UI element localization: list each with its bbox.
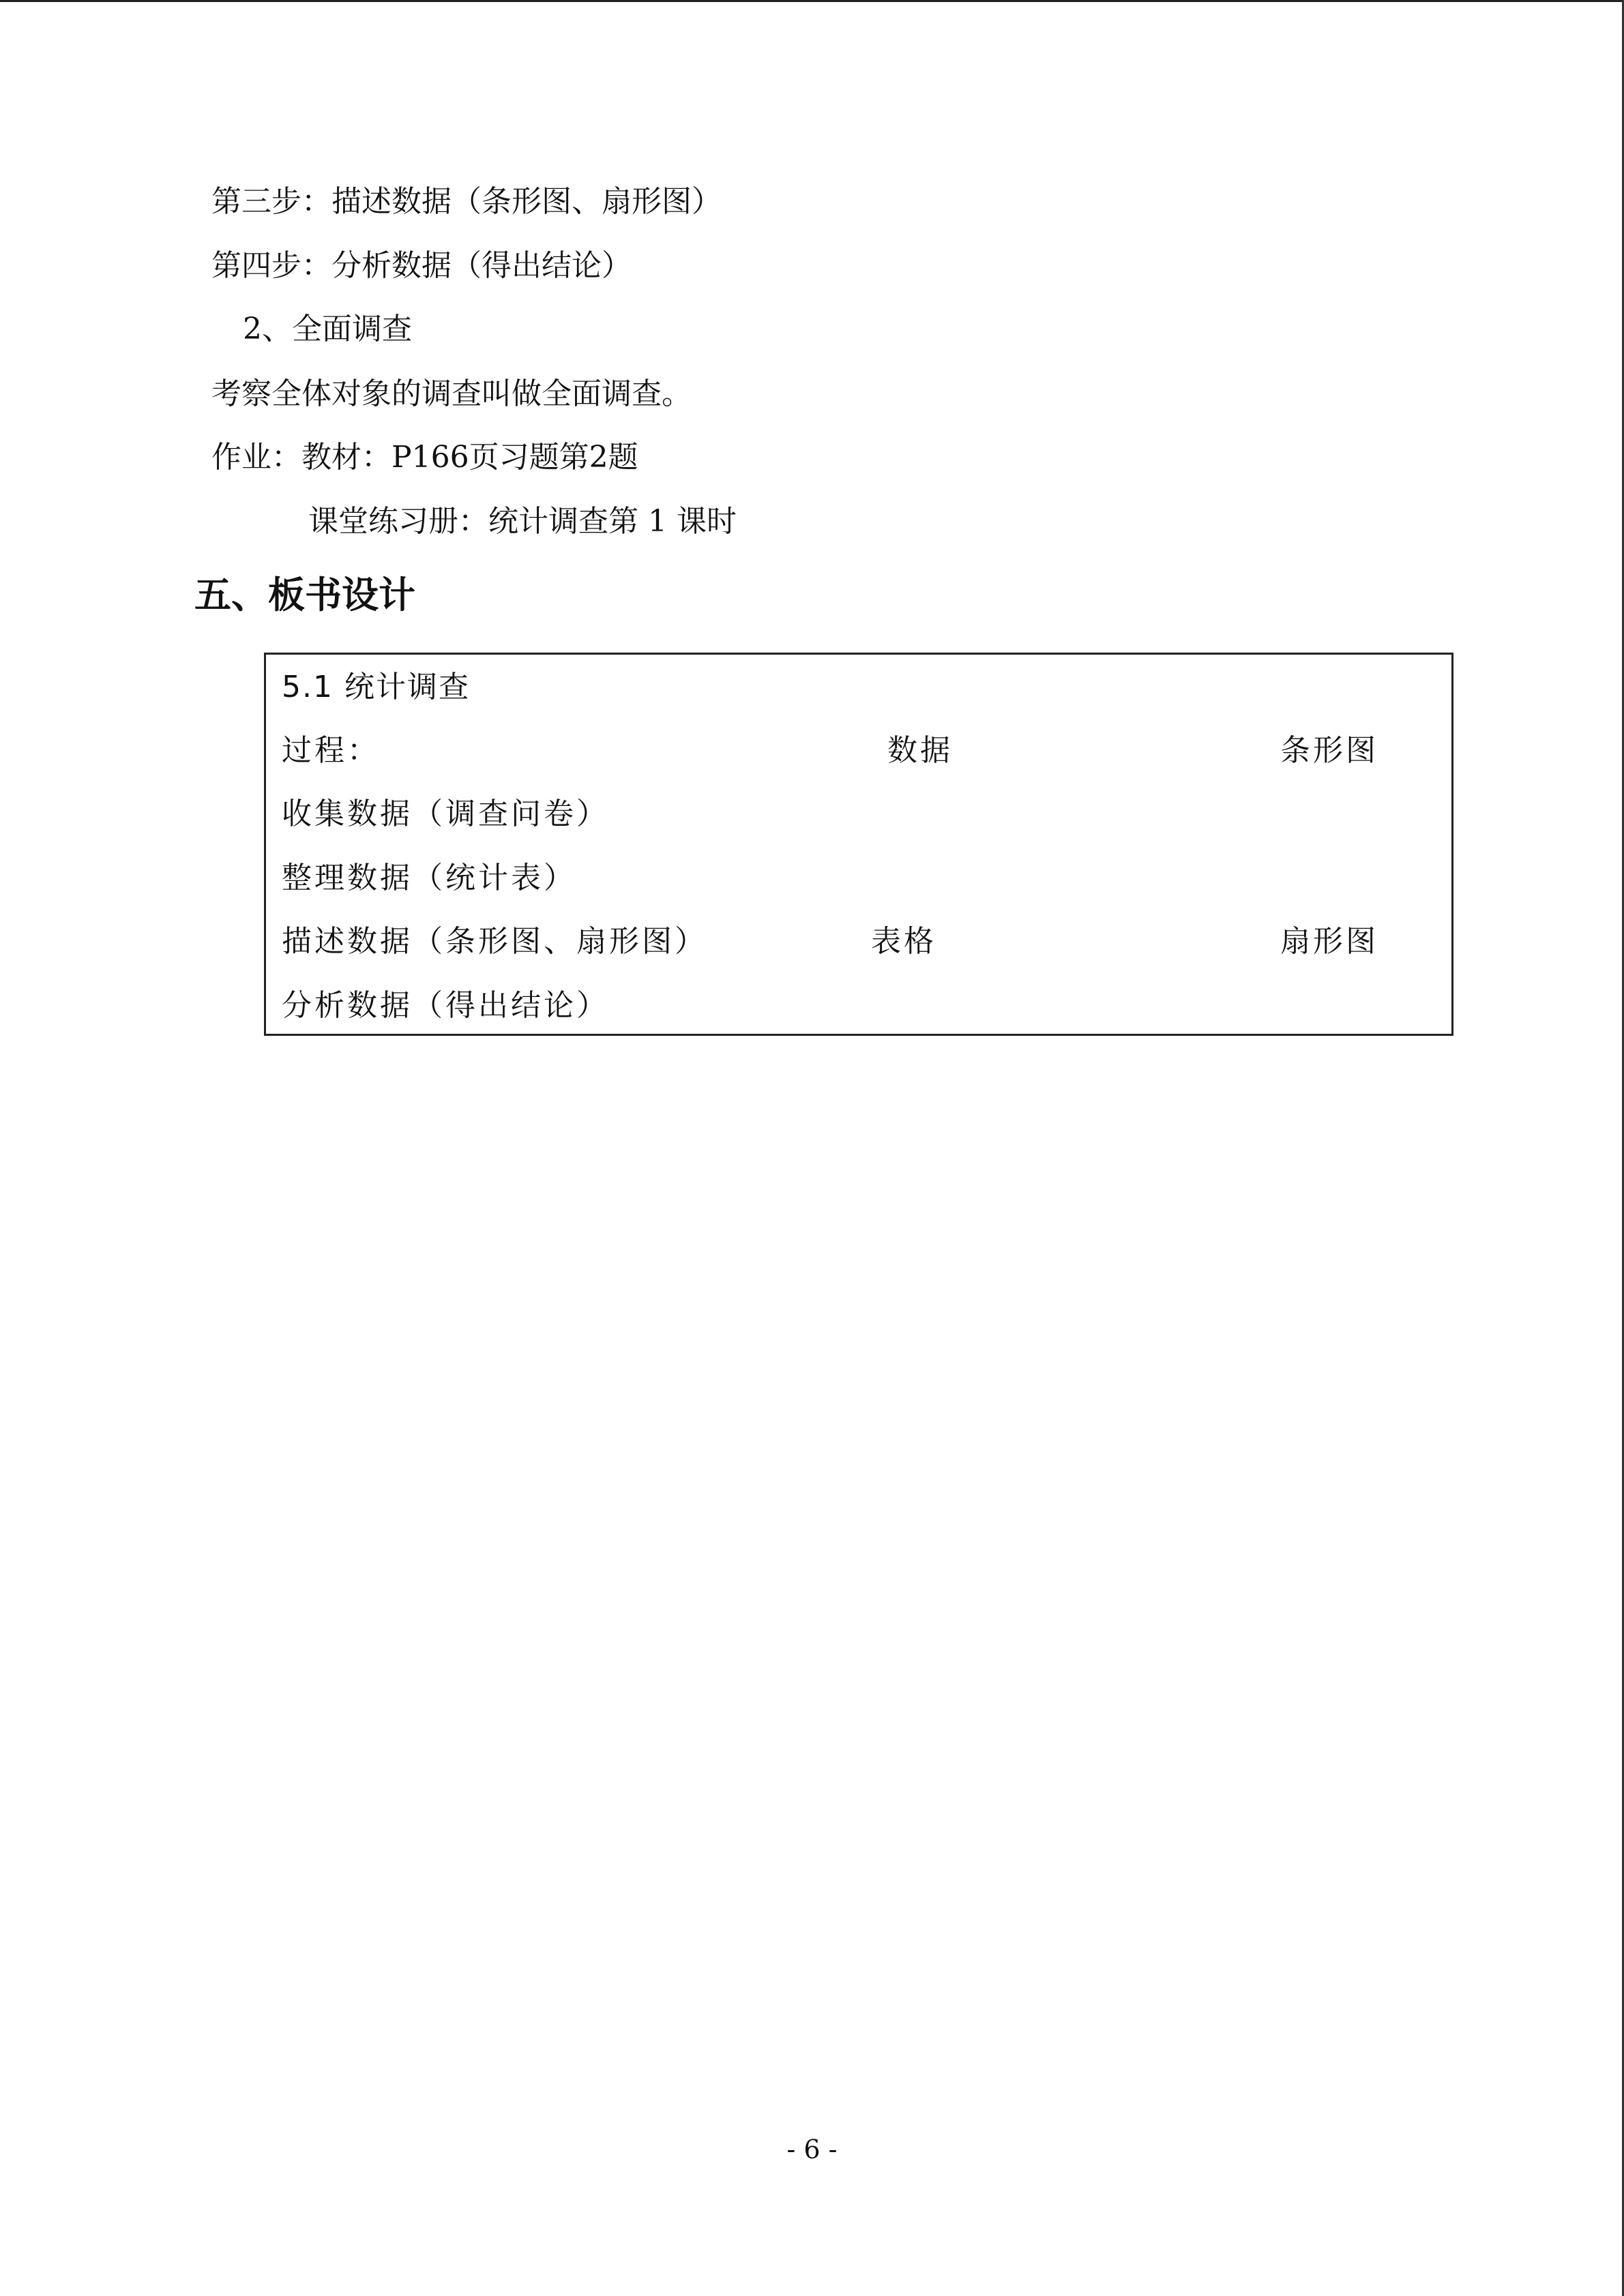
body-line-full-survey-definition: 考察全体对象的调查叫做全面调查。 xyxy=(211,376,692,411)
board-pie-chart-label: 扇形图 xyxy=(1280,924,1378,959)
board-data-label: 数据 xyxy=(887,733,953,768)
page-top-border xyxy=(0,0,1624,2)
board-step-analyze: 分析数据（得出结论） xyxy=(282,988,609,1023)
body-line-practice-book: 课堂练习册：统计调查第 1 课时 xyxy=(308,504,737,539)
board-table-label: 表格 xyxy=(871,924,936,959)
board-design-box xyxy=(264,653,1453,1036)
board-step-organize: 整理数据（统计表） xyxy=(282,861,576,895)
body-line-homework: 作业：教材：P166页习题第2题 xyxy=(211,440,638,475)
board-step-describe: 描述数据（条形图、扇形图） xyxy=(282,924,707,959)
body-line-step-three: 第三步：描述数据（条形图、扇形图） xyxy=(211,184,722,219)
board-bar-chart-label: 条形图 xyxy=(1280,733,1378,768)
board-step-collect: 收集数据（调查问卷） xyxy=(282,796,609,831)
section-heading-board-design: 五、板书设计 xyxy=(194,573,415,616)
board-title: 5.1 统计调查 xyxy=(282,670,470,704)
body-line-full-survey-title: 2、全面调查 xyxy=(243,312,412,346)
body-line-step-four: 第四步：分析数据（得出结论） xyxy=(211,248,632,283)
page-number: - 6 - xyxy=(786,2134,838,2164)
board-process-label: 过程： xyxy=(282,733,380,768)
